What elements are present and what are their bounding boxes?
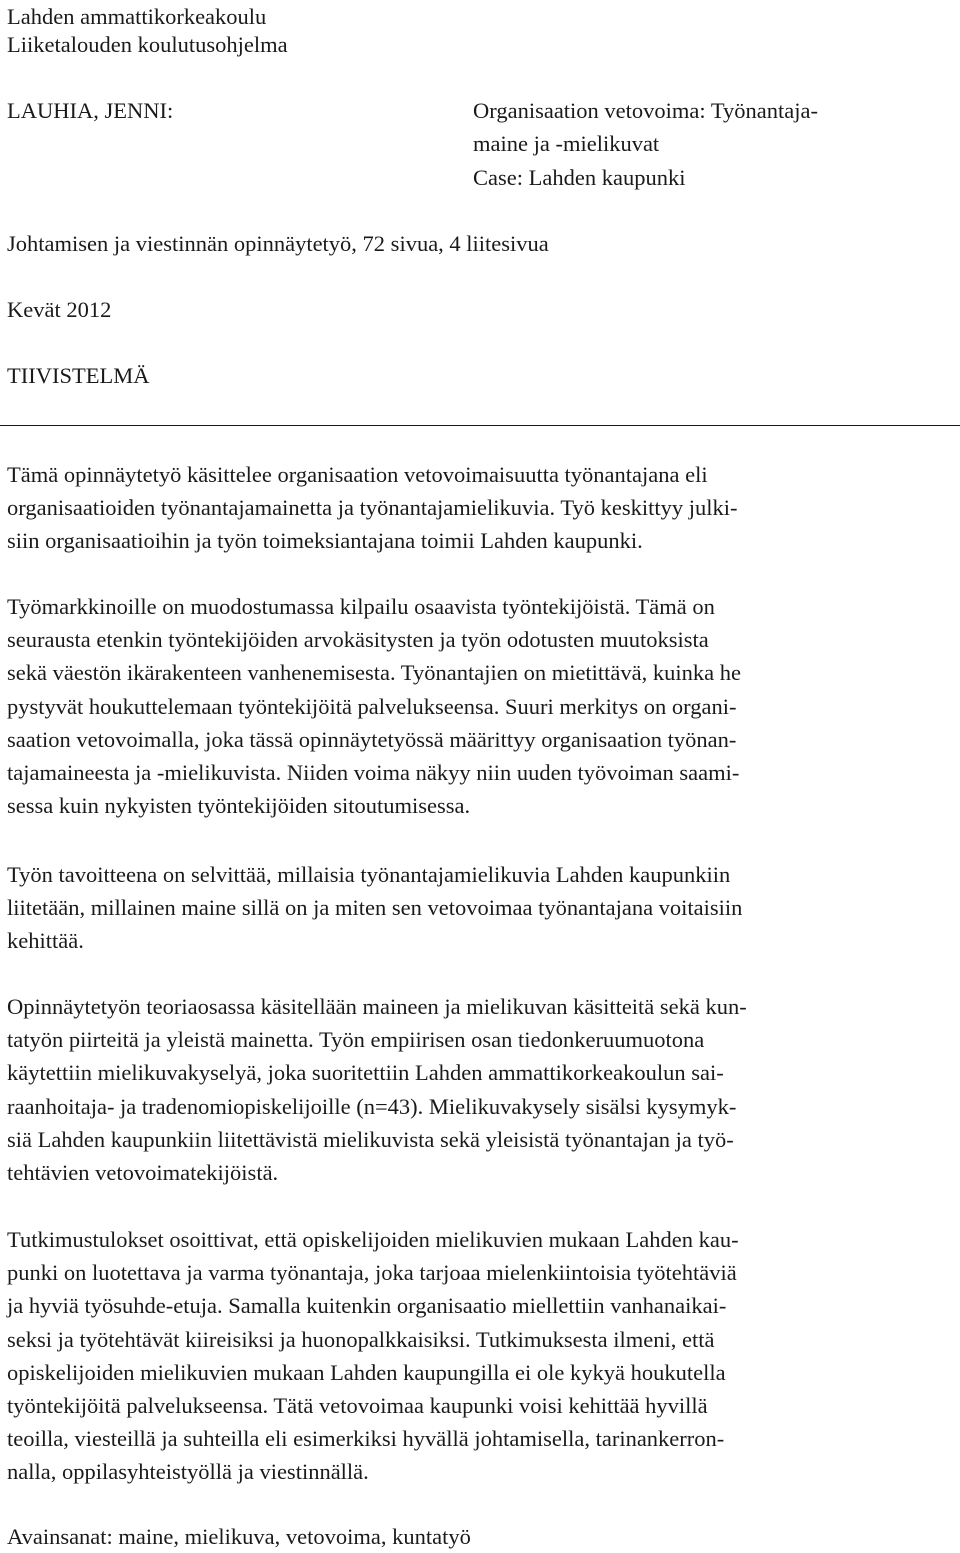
abstract-paragraph-5 — [7, 1223, 953, 1489]
paragraph-line: sessa kuin nykyisten työntekijöiden sitoutumisessa. — [7, 793, 471, 819]
paragraph-line: Työmarkkinoille on muodostumassa kilpailu osaavista työntekijöistä. Tämä on — [7, 594, 715, 619]
paragraph-line: Tämä opinnäytetyö käsittelee organisaation vetovoimaisuutta työnantajana eli — [7, 462, 708, 487]
paragraph-line: teoilla, viesteillä ja suhteilla eli esimerkiksi hyvällä johtamisella, tarinankerron- — [7, 1426, 725, 1452]
paragraph-line: tajamaineesta ja -mielikuvista. Niiden voima näkyy niin uuden työvoiman saami- — [7, 760, 740, 786]
paragraph-line: organisaatioiden työnantajamainetta ja työnantajamielikuvia. Työ keskittyy julki- — [7, 495, 738, 521]
paragraph-line: punki on luotettava ja varma työnantaja, joka tarjoaa mielenkiintoisia työtehtäviä — [7, 1260, 737, 1286]
paragraph-line: raanhoitaja- ja tradenomiopiskelijoille (n=43). Mielikuvakysely sisälsi kysymyk- — [7, 1093, 737, 1119]
author-name: LAUHIA, JENNI: — [7, 98, 174, 123]
paragraph-line: tatyön piirteitä ja yleistä mainetta. Työn empiirisen osan tiedonkeruumuotona — [7, 1027, 705, 1053]
paragraph-line: tehtävien vetovoimatekijöistä. — [7, 1160, 279, 1186]
abstract-paragraph-3 — [7, 858, 953, 958]
keywords: Avainsanat: maine, mielikuva, vetovoima, kuntatyö — [7, 1524, 471, 1549]
paragraph-line: seurausta etenkin työntekijöiden arvokäsitysten ja työn odotusten muutoksista — [7, 627, 709, 653]
paragraph-line: käytettiin mielikuvakyselyä, joka suoritettiin Lahden ammattikorkeakoulun sai- — [7, 1060, 724, 1086]
term: Kevät 2012 — [7, 297, 112, 322]
paragraph-line: liitetään, millainen maine sillä on ja miten sen vetovoimaa työnantajana voitaisiin — [7, 895, 743, 921]
paragraph-line: opiskelijoiden mielikuvien mukaan Lahden kaupungilla ei ole kykyä houkutella — [7, 1359, 726, 1385]
paragraph-line: Opinnäytetyön teoriaosassa käsitellään maineen ja mielikuvan käsitteitä sekä kun- — [7, 994, 747, 1019]
paragraph-line: siä Lahden kaupunkiin liitettävistä mielikuvista sekä yleisistä työnantajan ja työ- — [7, 1126, 734, 1152]
institution-name: Lahden ammattikorkeakoulu — [7, 4, 267, 29]
paragraph-line: Työn tavoitteena on selvittää, millaisia työnantajamielikuvia Lahden kaupunkiin — [7, 862, 731, 887]
paragraph-line: pystyvät houkuttelemaan työntekijöitä palvelukseensa. Suuri merkitys on organi- — [7, 693, 737, 719]
paragraph-line: seksi ja työtehtävät kiireisiksi ja huonopalkkaisiksi. Tutkimuksesta ilmeni, että — [7, 1326, 715, 1352]
horizontal-divider — [0, 425, 960, 426]
section-title: TIIVISTELMÄ — [7, 363, 150, 388]
paragraph-line: nalla, oppilasyhteistyöllä ja viestinnällä. — [7, 1459, 369, 1485]
paragraph-line: ja hyviä työsuhde-etuja. Samalla kuitenkin organisaatio miellettiin vanhanaikai- — [7, 1293, 727, 1319]
paragraph-line: Tutkimustulokset osoittivat, että opiskelijoiden mielikuvien mukaan Lahden kau- — [7, 1227, 739, 1252]
paragraph-line: saation vetovoimalla, joka tässä opinnäytetyössä määrittyy organisaation työnan- — [7, 726, 737, 752]
abstract-paragraph-2 — [7, 590, 953, 822]
thesis-subtitle: Case: Lahden kaupunki — [473, 165, 686, 190]
thesis-info: Johtamisen ja viestinnän opinnäytetyö, 72 sivua, 4 liitesivua — [7, 231, 549, 256]
paragraph-line: kehittää. — [7, 928, 84, 954]
paragraph-line: siin organisaatioihin ja työn toimeksiantajana toimii Lahden kaupunki. — [7, 528, 643, 554]
thesis-title-line: Organisaation vetovoima: Työnantaja- — [473, 98, 819, 123]
abstract-paragraph-4 — [7, 990, 953, 1189]
thesis-title-line: maine ja -mielikuvat — [473, 131, 660, 156]
paragraph-line: sekä väestön ikärakenteen vanhenemisesta. Työnantajien on mietittävä, kuinka he — [7, 660, 742, 686]
program-name: Liiketalouden koulutusohjelma — [7, 32, 288, 57]
paragraph-line: työntekijöitä palvelukseensa. Tätä vetovoimaa kaupunki voisi kehittää hyvillä — [7, 1393, 708, 1419]
abstract-paragraph-1 — [7, 458, 953, 558]
